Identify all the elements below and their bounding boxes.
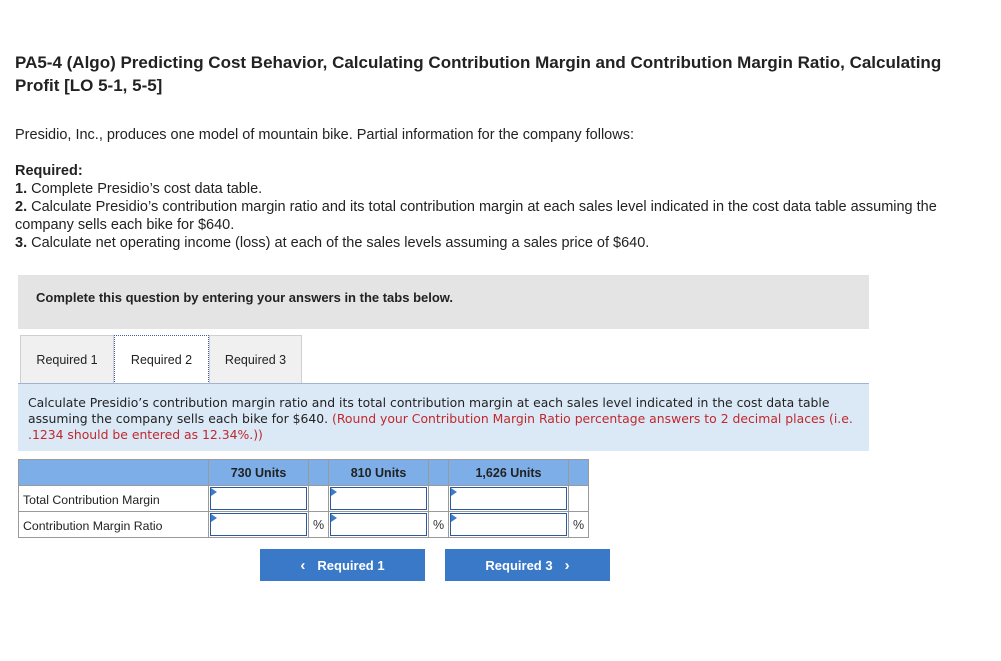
requirements-list: [15, 162, 955, 252]
percent-sign-2: %: [429, 512, 449, 538]
tab-required-2[interactable]: Required 2: [114, 335, 209, 384]
cell-container: [449, 486, 569, 512]
previous-required-button[interactable]: [260, 549, 425, 581]
previous-button-label: Required 1: [317, 557, 385, 573]
cell-container: [329, 486, 429, 512]
chevron-right-icon: ›: [564, 556, 570, 574]
instructions-text: Complete this question by entering your answers in the tabs below.: [36, 290, 454, 305]
percent-sign-1: %: [309, 512, 329, 538]
header-pct-3: [569, 460, 589, 486]
row-label-contribution-margin-ratio: Contribution Margin Ratio: [19, 512, 209, 538]
total-cm-1626-input[interactable]: [450, 487, 567, 510]
header-col-1: 730 Units: [209, 460, 309, 486]
next-button-label: Required 3: [485, 557, 553, 573]
tab-required-3[interactable]: Required 3: [209, 335, 302, 383]
header-col-3: 1,626 Units: [449, 460, 569, 486]
requirement-2-text: Calculate Presidio’s contribution margin ratio and its total contribution margin at each sales level indicated in the cost data table assuming the company sells each bike for $640.: [15, 199, 937, 233]
cell-container: [329, 512, 429, 538]
cell-container: [449, 512, 569, 538]
table-header-row: [19, 460, 589, 486]
problem-intro: Presidio, Inc., produces one model of mountain bike. Partial information for the company follows:: [15, 127, 634, 143]
tab-bar: [18, 335, 869, 383]
table-row: [19, 512, 589, 538]
requirement-1-number: 1.: [15, 181, 28, 197]
row-1-suffix-3: [569, 486, 589, 512]
cm-ratio-810-input[interactable]: [330, 513, 427, 536]
requirement-3: [15, 234, 955, 252]
table-row: [19, 486, 589, 512]
header-col-2: 810 Units: [329, 460, 429, 486]
requirement-2: [15, 198, 955, 234]
total-cm-730-input[interactable]: [210, 487, 307, 510]
cell-container: [209, 512, 309, 538]
percent-sign-3: %: [569, 512, 589, 538]
header-pct-2: [429, 460, 449, 486]
cm-ratio-1626-input[interactable]: [450, 513, 567, 536]
cell-container: [209, 486, 309, 512]
tab-required-1[interactable]: Required 1: [20, 335, 114, 383]
total-cm-810-input[interactable]: [330, 487, 427, 510]
answer-table: [18, 459, 589, 538]
header-pct-1: [309, 460, 329, 486]
requirement-3-text: Calculate net operating income (loss) at each of the sales levels assuming a sales price of $640.: [31, 235, 650, 251]
problem-title: PA5-4 (Algo) Predicting Cost Behavior, Calculating Contribution Margin and Contribution Margin Ratio, Calculating Profit [LO 5-1, 5-5]: [15, 53, 942, 95]
question-prompt: [28, 395, 864, 443]
requirement-1-text: Complete Presidio’s cost data table.: [31, 181, 263, 197]
next-required-button[interactable]: [445, 549, 610, 581]
required-heading: Required:: [15, 163, 83, 179]
instructions-banner: [18, 275, 869, 329]
row-label-total-contribution-margin: Total Contribution Margin: [19, 486, 209, 512]
question-text: Calculate Presidio’s contribution margin ratio and its total contribution margin at each sales level indicated in the cost data table assuming the company sells each bike for $640.: [28, 395, 830, 426]
chevron-left-icon: ‹: [300, 556, 306, 574]
row-1-suffix-1: [309, 486, 329, 512]
question-panel: [18, 384, 869, 451]
row-1-suffix-2: [429, 486, 449, 512]
cm-ratio-730-input[interactable]: [210, 513, 307, 536]
rounding-note: (Round your Contribution Margin Ratio percentage answers to 2 decimal places (i.e. .1234 should be entered as 12.34%.)): [28, 411, 853, 442]
header-blank: [19, 460, 209, 486]
requirement-1: [15, 180, 955, 198]
requirement-2-number: 2.: [15, 199, 28, 215]
requirement-3-number: 3.: [15, 235, 28, 251]
